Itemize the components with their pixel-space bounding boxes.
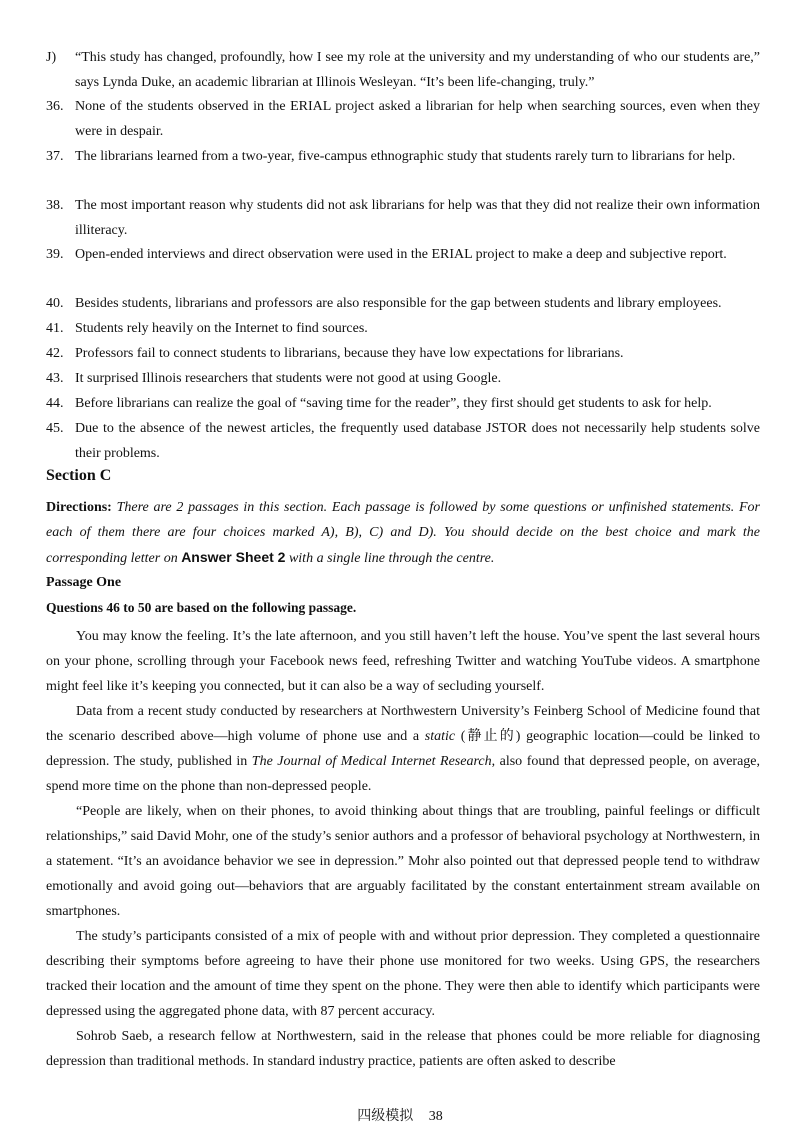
statement-41 xyxy=(46,316,760,341)
paragraph-text: , also found that depressed people, on average, spend more time on the phone than non-depressed people. xyxy=(46,754,761,794)
statement-45 xyxy=(46,416,760,466)
statement-number: 40. xyxy=(46,296,64,311)
emphasis-term: static xyxy=(424,729,456,744)
statement-text: Open-ended interviews and direct observation were used in the ERIAL project to make a deep and subjective report. xyxy=(75,247,727,262)
passage-paragraph-2 xyxy=(46,699,760,799)
statement-number: 38. xyxy=(46,198,64,213)
statement-37 xyxy=(46,144,760,169)
statement-38 xyxy=(46,193,760,243)
statement-text: “This study has changed, profoundly, how I see my role at the university and my understanding of who our students are,” says Lynda Duke, an academic librarian at Illinois Wesleyan. “It’s been life-changing, truly.” xyxy=(75,50,760,90)
statement-39 xyxy=(46,242,760,267)
passage-paragraph-1: You may know the feeling. It’s the late afternoon, and you still haven’t left the house. You’ve spent the last several hours on your phone, scrolling through your Facebook news feed, refreshing Twitter and watching YouTube videos. A smartphone might feel like it’s keeping you connected, but it can also be a way of secluding yourself. xyxy=(46,629,760,694)
statement-number: 45. xyxy=(46,421,64,436)
passage-title: Passage One xyxy=(46,575,122,590)
directions-text: There are 2 passages in this section. Each passage is followed by some questions or unfinished statements. For each of them there are four choices marked A), B), C) and D). You should decide on the best choice and mark the corresponding letter on xyxy=(46,500,761,566)
directions xyxy=(46,495,760,571)
page-footer xyxy=(0,1105,800,1125)
questions-note: Questions 46 to 50 are based on the following passage. xyxy=(46,600,357,615)
statement-text: It surprised Illinois researchers that students were not good at using Google. xyxy=(75,371,502,386)
statement-44 xyxy=(46,391,760,416)
passage-paragraph-5: Sohrob Saeb, a research fellow at Northwestern, said in the release that phones could be more reliable for diagnosing depression than traditional methods. In standard industry practice, patients are often asked to describe xyxy=(46,1029,760,1069)
statement-36 xyxy=(46,94,760,144)
directions-label: Directions: xyxy=(46,500,112,515)
passage-paragraph-4: The study’s participants consisted of a mix of people with and without prior depression. They completed a questionnaire describing their symptoms before agreeing to have their phone use monitored for two weeks. Using GPS, the researchers tracked their location and the amount of time they spent on the phone. They were then able to identify which participants were depressed using the aggregated phone data, with 87 percent accuracy. xyxy=(46,929,760,1019)
statement-text: Professors fail to connect students to librarians, because they have low expectations for librarians. xyxy=(75,346,624,361)
statement-number: 37. xyxy=(46,149,64,164)
footer-label: 四级模拟 xyxy=(357,1109,414,1124)
statement-j xyxy=(46,45,760,95)
passage-paragraph-3: “People are likely, when on their phones, to avoid thinking about things that are troubling, painful feelings or difficult relationships,” said David Mohr, one of the study’s senior authors and a professor of behavioral psychology at Northwestern, in a statement. “It’s an avoidance behavior we see in depression.” Mohr also pointed out that depressed people tend to withdraw emotionally and avoid going out—behaviors that are arguably facilitated by the constant entertainment stream available on smartphones. xyxy=(46,804,760,919)
statement-42 xyxy=(46,341,760,366)
directions-text-end: with a single line through the centre. xyxy=(288,551,495,566)
statement-text: Students rely heavily on the Internet to find sources. xyxy=(75,321,368,336)
answer-sheet-label: Answer Sheet 2 xyxy=(181,549,286,565)
chinese-gloss: (静止的) xyxy=(460,729,521,744)
statement-number: 36. xyxy=(46,99,64,114)
statement-number: 43. xyxy=(46,371,64,386)
paragraph-text: Data from a recent study conducted by researchers at Northwestern University’s Feinberg School of Medicine found that the scenario described above—high volume of phone use and a xyxy=(46,704,760,744)
paragraph-text: geographic location—could be linked to depression. The study, published in xyxy=(46,729,760,769)
statement-number: J) xyxy=(46,50,57,65)
statement-number: 41. xyxy=(46,321,64,336)
statement-text: Besides students, librarians and professors are also responsible for the gap between students and library employees. xyxy=(75,296,722,311)
statement-text: Before librarians can realize the goal of “saving time for the reader”, they first should get students to ask for help. xyxy=(75,396,712,411)
page-number: 38 xyxy=(428,1109,443,1124)
statement-text: Due to the absence of the newest articles, the frequently used database JSTOR does not necessarily help students solve their problems. xyxy=(75,421,760,461)
statement-40 xyxy=(46,291,760,316)
statement-text: None of the students observed in the ERIAL project asked a librarian for help when searching sources, even when they were in despair. xyxy=(75,99,760,139)
statement-number: 44. xyxy=(46,396,64,411)
statement-text: The librarians learned from a two-year, five-campus ethnographic study that students rarely turn to librarians for help. xyxy=(75,149,736,164)
statement-43 xyxy=(46,366,760,391)
statement-number: 42. xyxy=(46,346,64,361)
journal-title: The Journal of Medical Internet Research xyxy=(251,754,492,769)
section-title: Section C xyxy=(46,467,112,484)
statement-text: The most important reason why students did not ask librarians for help was that they did not realize their own information illiteracy. xyxy=(75,198,760,238)
statement-number: 39. xyxy=(46,247,64,262)
